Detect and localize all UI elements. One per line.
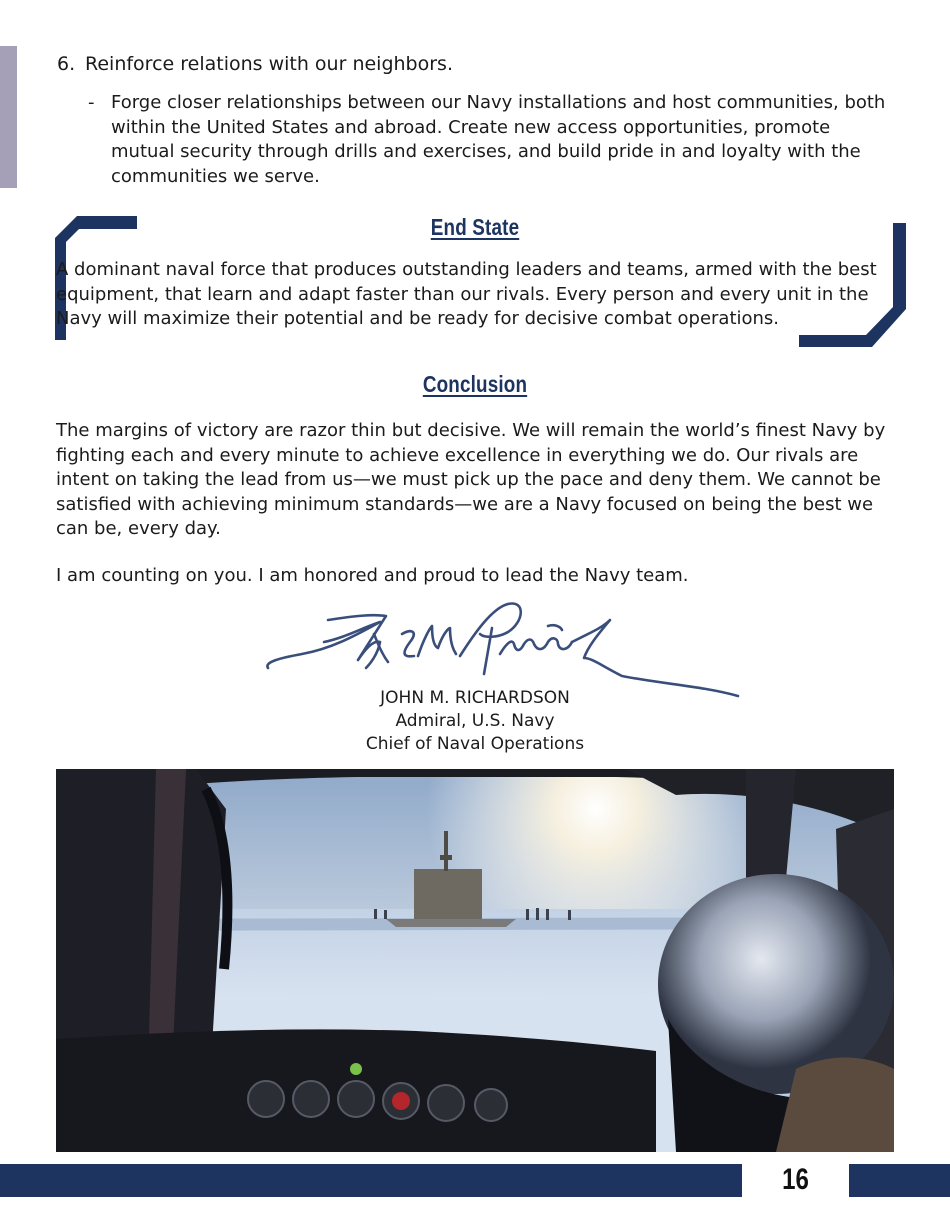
signatory-title: Chief of Naval Operations: [365, 734, 585, 754]
list-item-number: 6.: [57, 53, 76, 75]
list-item-6: [57, 52, 453, 76]
page-number: 16: [782, 1163, 809, 1196]
side-tab-accent: [0, 46, 17, 188]
bullet-dash: -: [88, 92, 95, 113]
end-state-heading: End State: [430, 214, 520, 240]
list-item-text: Reinforce relations with our neighbors.: [85, 53, 453, 75]
signatory-name: JOHN M. RICHARDSON: [380, 688, 570, 708]
cockpit-submarine-photo: [56, 769, 894, 1152]
footer-bar-right: [849, 1164, 950, 1197]
bullet-text: Forge closer relationships between our Navy installations and host communities, both within the United States and abroad. Create new access opportunities, promote mutual security through drills and exercises, and build pride in and loyalty with the communities we serve.: [111, 92, 886, 187]
conclusion-paragraph-1: The margins of victory are razor thin but decisive. We will remain the world’s finest Navy by fighting each and every minute to achieve excellence in everything we do. Our rivals are intent on taking the lead from us—we must pick up the pace and deny them. We cannot be satisfied with achieving minimum standards—we are a Navy focused on being the best we can be, every day.: [56, 420, 886, 539]
signatory-rank: Admiral, U.S. Navy: [395, 711, 555, 731]
footer-bar-left: [0, 1164, 742, 1197]
end-state-body: A dominant naval force that produces outstanding leaders and teams, armed with the best equipment, that learn and adapt faster than our rivals. Every person and every unit in the Navy will maximize their potential and be ready for decisive combat operations.: [56, 259, 877, 329]
sub-bullet: [88, 91, 888, 189]
conclusion-paragraph-2: I am counting on you. I am honored and proud to lead the Navy team.: [56, 565, 689, 586]
conclusion-heading: Conclusion: [422, 371, 528, 397]
